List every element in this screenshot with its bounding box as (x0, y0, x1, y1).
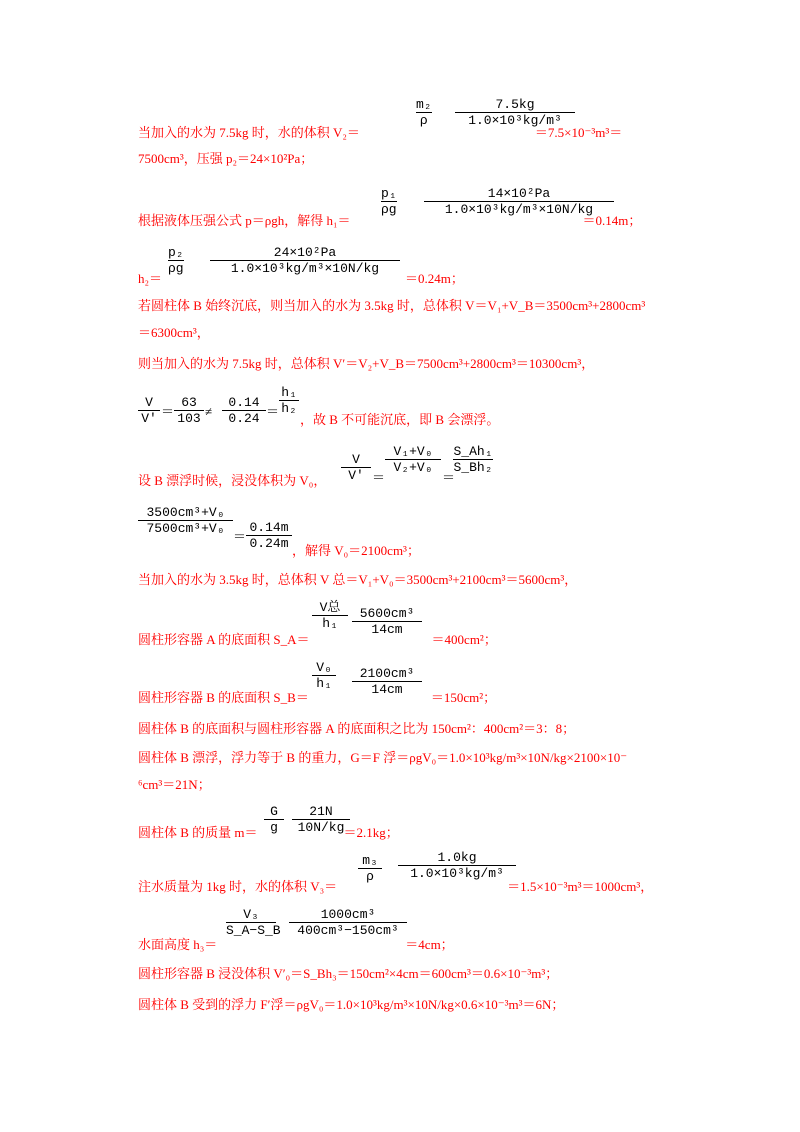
line-12: 圆柱形容器 A 的底面积 S_A＝ ＝400cm²； (138, 632, 497, 647)
not-equal-sign: ≠ (205, 404, 213, 419)
fraction-V0-over-h1: V₀ h₁ (312, 660, 336, 691)
line-15: 圆柱体 B 漂浮，浮力等于 B 的重力，G＝F 浮＝ρgV₀＝1.0×10³kg/m³×10N/kg×2100×10⁻ (138, 750, 628, 765)
fraction-G-over-g: G g (264, 804, 284, 835)
fraction-7.5kg-over-density: 7.5kg 1.0×10³kg/m³ (455, 97, 575, 128)
equals-sign: ＝ (372, 470, 386, 485)
line-7: 则当加入的水为 7.5kg 时，总体积 V′＝V₂+V_B＝7500cm³+2800cm³＝10300cm³， (138, 356, 595, 371)
line-5: 若圆柱体 B 始终沉底，则当加入的水为 3.5kg 时，总体积 V＝V₁+V_B＝3500cm³+2800cm³ (138, 298, 646, 313)
fraction-1.0kg-over-density: 1.0kg 1.0×10³kg/m³ (398, 850, 516, 881)
fraction-h1-over-h2: h₁ h₂ (279, 385, 299, 416)
fraction-Vtotal-over-h1: V总 h₁ (312, 600, 348, 631)
fraction-V-over-Vprime-2: V V′ (341, 452, 371, 483)
line-20: 圆柱形容器 B 浸没体积 V′₀＝S_Bh₃＝150cm²×4cm＝600cm³＝0.6×10⁻³m³； (138, 966, 559, 981)
line-9: 设 B 漂浮时候，浸没体积为 V₀， (138, 473, 327, 488)
line-2: 7500cm³，压强 p₂＝24×10²Pa； (138, 151, 314, 166)
line-10: ，解得 V₀＝2100cm³； (292, 543, 420, 558)
equals-sign: ＝ (442, 470, 456, 485)
line-18: 注水质量为 1kg 时，水的体积 V₃＝ ＝1.5×10⁻³m³＝1000cm³， (138, 879, 654, 894)
fraction-5600-over-14: 5600cm³ 14cm (352, 606, 422, 637)
line-1: 当加入的水为 7.5kg 时，水的体积 V₂＝ ＝7.5×10⁻³m³＝ (138, 125, 623, 140)
line-21: 圆柱体 B 受到的浮力 F′浮＝ρgV₀＝1.0×10³kg/m³×10N/kg×0.6×10⁻³m³＝6N； (138, 997, 565, 1012)
fraction-24e2Pa: 24×10²Pa 1.0×10³kg/m³×10N/kg (210, 245, 400, 276)
equals-sign: ＝ (266, 404, 280, 419)
fraction-63-over-103: 63 103 (174, 395, 204, 426)
line-4: h₂＝ ＝0.24m； (138, 271, 464, 286)
fraction-3500-over-7500: 3500cm³+V₀ 7500cm³+V₀ (138, 505, 233, 536)
line-6: ＝6300cm³， (138, 325, 210, 340)
line-11: 当加入的水为 3.5kg 时，总体积 V 总＝V₁+V₀＝3500cm³+2100cm³＝5600cm³， (138, 572, 578, 587)
line-16: ⁶cm³＝21N； (138, 777, 211, 792)
equals-sign: ＝ (233, 529, 247, 544)
fraction-0.14-over-0.24: 0.14 0.24 (222, 395, 266, 426)
fraction-V1V0-over-V2V0: V₁+V₀ V₂+V₀ (385, 444, 441, 475)
line-19: 水面高度 h₃＝ ＝4cm； (138, 937, 454, 952)
fraction-m3-over-rho: m₃ ρ (358, 853, 382, 884)
fraction-SAh1-over-SBh2: S_Ah₁ S_Bh₂ (453, 444, 493, 475)
equals-sign: ＝ (161, 404, 175, 419)
line-14: 圆柱体 B 的底面积与圆柱形容器 A 的底面积之比为 150cm²：400cm²＝3：8； (138, 721, 576, 736)
fraction-21N-over-10Nkg: 21N 10N/kg (292, 804, 350, 835)
fraction-m2-over-rho: m₂ ρ (416, 97, 432, 128)
line-17: 圆柱体 B 的质量 m＝ ＝2.1kg； (138, 825, 399, 840)
fraction-14e2Pa: 14×10²Pa 1.0×10³kg/m³×10N/kg (424, 186, 614, 217)
fraction-2100-over-14: 2100cm³ 14cm (352, 666, 422, 697)
fraction-0.14m-over-0.24m: 0.14m 0.24m (246, 520, 292, 551)
fraction-V-over-Vprime: V V′ (138, 395, 160, 426)
line-13: 圆柱形容器 B 的底面积 S_B＝ ＝150cm²； (138, 690, 497, 705)
line-3: 根据液体压强公式 p＝ρgh，解得 h₁＝ ＝0.14m； (138, 213, 642, 228)
line-8: ，故 B 不可能沉底，即 B 会漂浮。 (300, 412, 500, 427)
fraction-V3-over-SA-SB: V₃ S_A−S_B (226, 907, 281, 938)
fraction-1000-over-250: 1000cm³ 400cm³−150cm³ (289, 907, 407, 938)
fraction-p2-over-rhog: p₂ ρg (168, 245, 184, 276)
fraction-p1-over-rhog: p₁ ρg (381, 186, 397, 217)
